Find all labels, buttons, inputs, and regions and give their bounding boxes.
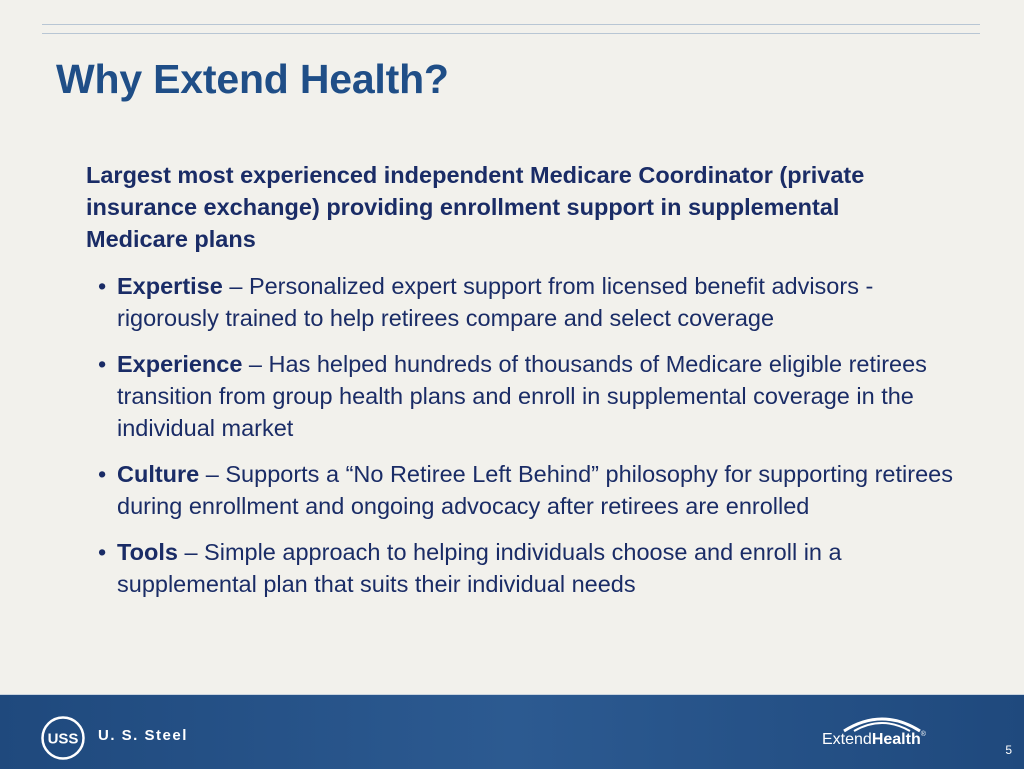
bullet-term: Culture <box>117 461 200 487</box>
slide-title: Why Extend Health? <box>56 56 449 102</box>
top-divider <box>42 24 980 25</box>
bullet-list <box>96 270 956 614</box>
bullet-icon: • <box>98 539 107 565</box>
bullet-text: – Personalized expert support from licensed benefit advisors - rigorously trained to help retirees compare and select coverage <box>117 273 874 331</box>
us-steel-logo-icon <box>40 715 86 761</box>
bullet-icon: • <box>98 461 107 487</box>
extend-health-arc-icon <box>842 713 922 733</box>
page-number: 5 <box>1005 743 1012 757</box>
bullet-item <box>96 270 956 334</box>
footer-bar <box>0 694 1024 769</box>
trademark-symbol: ® <box>920 731 926 738</box>
extend-health-wordmark <box>822 731 926 749</box>
extend-health-wordmark-light: Extend <box>822 731 872 748</box>
extend-health-logo <box>822 713 938 753</box>
bullet-text: – Supports a “No Retiree Left Behind” philosophy for supporting retirees during enrollment and ongoing advocacy after retirees are enrolled <box>117 461 953 519</box>
bullet-item <box>96 348 956 444</box>
company-name: U. S. Steel <box>98 727 188 744</box>
bullet-term: Experience <box>117 351 243 377</box>
bullet-icon: • <box>98 351 107 377</box>
intro-statement: Largest most experienced independent Medicare Coordinator (private insurance exchange) providing enrollment support in supplemental Medicare plans <box>86 162 865 252</box>
top-divider <box>42 33 980 34</box>
bullet-item <box>96 458 956 522</box>
bullet-item <box>96 536 956 600</box>
extend-health-wordmark-bold: Health <box>871 731 921 748</box>
bullet-text: – Has helped hundreds of thousands of Medicare eligible retirees transition from group health plans and enroll in supplemental coverage in the individual market <box>117 351 927 441</box>
bullet-text: – Simple approach to helping individuals choose and enroll in a supplemental plan that suits their individual needs <box>117 539 842 597</box>
bullet-term: Tools <box>117 539 178 565</box>
bullet-icon: • <box>98 273 107 299</box>
bullet-term: Expertise <box>117 273 223 299</box>
us-steel-logo-text: USS <box>47 730 79 748</box>
